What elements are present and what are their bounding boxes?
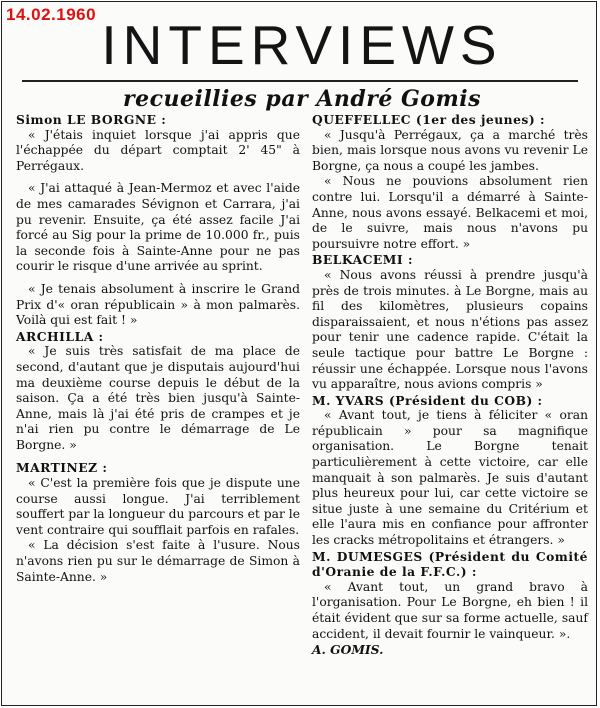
quote-paragraph: « Je tenais absolument à inscrire le Grand Prix d'« oran républicain » à mon palmarès. Voilà qui est fait ! » — [16, 281, 300, 328]
speaker-queffellec: QUEFFELLEC (1er des jeunes) : — [312, 112, 545, 127]
headline-rule — [22, 80, 578, 82]
quote-paragraph: « Jusqu'à Perrégaux, ça a marché très bien, mais lorsque nous avons vu revenir Le Borgne, ça nous a coupé les jambes. — [312, 127, 588, 173]
quote-paragraph: « Avant tout, je tiens à féliciter « oran républicain » pour sa magnifique organisation. Le Borgne tenait particulièrement à cette victoire, car elle manquait à son palmarès. Je suis d'autant plus heureux pour lui, car cette victoire se situe juste à une semaine du Critérium et elle l'aura mis en confiance pour affronter les cracks métropolitains et étrangers. » — [312, 408, 588, 548]
speaker-martinez: MARTINEZ : — [16, 460, 108, 476]
speaker-archilla: ARCHILLA : — [16, 328, 104, 344]
clipping-date: 14.02.1960 — [6, 5, 97, 24]
speaker-yvars: M. YVARS (Président du COB) : — [312, 392, 543, 408]
speaker-dumesges: M. DUMESGES (Président du Comité d'Oranie de la F.F.C.) : — [312, 548, 588, 580]
quote-paragraph: « Nous avons réussi à prendre jusqu'à près de trois minutes. à Le Borgne, mais au fil des kilomètres, plusieurs copains disparaissaient, et nous n'étions pas assez pour tenir une cadence rapide. C'était la seule tactique pour battre Le Borgne : réussir une échappée. Lorsque nous l'avons vu apparaître, nous avions compris » — [312, 267, 588, 392]
quote-paragraph: « J'ai attaqué à Jean-Mermoz et avec l'aide de mes camarades Sévignon et Carrara, j'ai pu revenir. Ensuite, ça été assez facile J'ai forcé au Sig pour la prime de 10.000 fr., puis la seconde fois à Sainte-Anne pour ne pas courir le risque d'une arrivée au sprint. — [16, 181, 300, 274]
quote-paragraph: « C'est la première fois que je dispute une course aussi longue. J'ai terriblement souffert par la longueur du parcours et par le vent contraire qui soufflait parfois en rafales. — [16, 476, 300, 537]
byline-subtitle: recueillies par André Gomis — [122, 86, 481, 112]
left-column — [16, 112, 300, 585]
quote-paragraph: « Je suis très satisfait de ma place de second, d'autant que je disputais aujourd'hui ma deuxième course depuis le début de la saison. Ça a été très bien jusqu'à Sainte-Anne, mais là j'ai été pris de crampes et je n'ai rien pu contre le démarrage de Le Borgne. » — [16, 344, 300, 452]
quote-paragraph: « Nous ne pouvions absolument rien contre lui. Lorsqu'il a démarré à Sainte-Anne, nous avons essayé. Belkacemi et moi, de le suivre, mais nous n'avons pu poursuivre notre effort. » — [312, 174, 588, 251]
right-column — [312, 112, 588, 658]
quote-paragraph: « J'étais inquiet lorsque j'ai appris que l'échappée du départ comptait 2' 45" à Perrégaux. — [16, 127, 300, 173]
quote-paragraph: « La décision s'est faite à l'usure. Nous n'avons rien pu sur le démarrage de Simon à Sainte-Anne. » — [16, 538, 300, 584]
author-signature: A. GOMIS. — [312, 642, 384, 658]
headline: INTERVIEWS — [101, 14, 503, 76]
quote-paragraph: « Avant tout, un grand bravo à l'organisation. Pour Le Borgne, eh bien ! il était évident que sur sa forme actuelle, sauf accident, il devait fournir le vainqueur. ». — [312, 579, 588, 641]
speaker-belkacemi: BELKACEMI : — [312, 252, 413, 268]
speaker-le-borgne: Simon LE BORGNE : — [16, 112, 167, 127]
